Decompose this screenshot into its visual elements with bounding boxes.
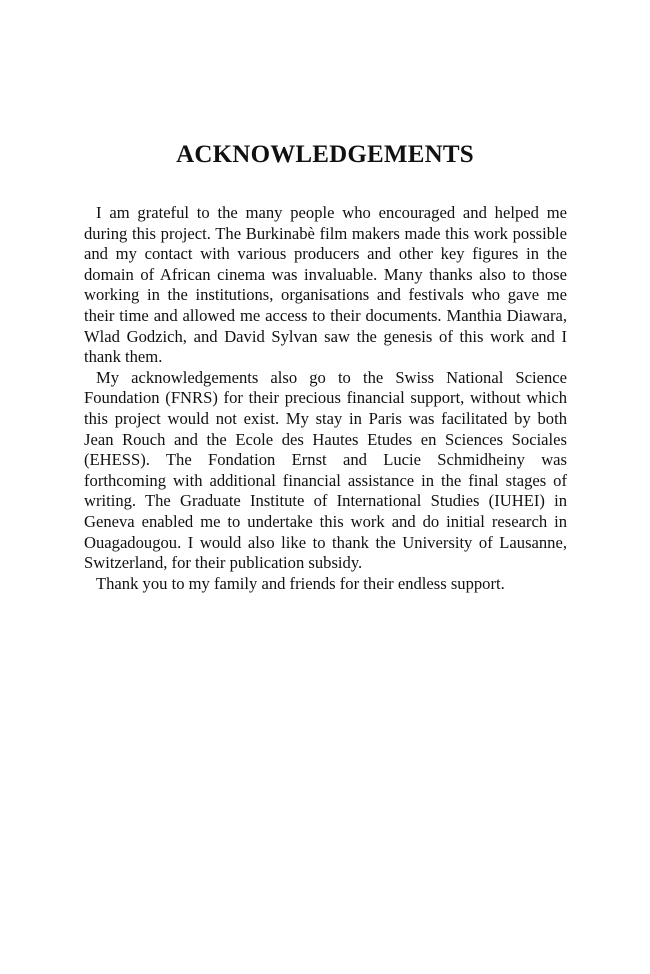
paragraph-funding: My acknowledgements also go to the Swiss National Science Foundation (FNRS) for their precious financial support, without which this project would not exist. My stay in Paris was facilitated by both Jean Rouch and the Ecole des Hautes Etudes en Sciences Sociales (EHESS). The Fondation Ernst and Lucie Schmidheiny was forthcoming with additional financial assistance in the final stages of writing. The Graduate Institute of International Studies (IUHEI) in Geneva enabled me to undertake this work and do initial research in Ouagadougou. I would also like to thank the University of Lausanne, Switzerland, for their publication subsidy. [84, 367, 567, 573]
acknowledgements-body [84, 203, 567, 594]
paragraph-gratitude: I am grateful to the many people who encouraged and helped me during this project. The Burkinabè film makers made this work possible and my contact with various producers and other key figures in the domain of African cinema was invaluable. Many thanks also to those working in the institutions, organisations and festivals who gave me their time and allowed me access to their documents. Manthia Diawara, Wlad Godzich, and David Sylvan saw the genesis of this work and I thank them. [84, 203, 567, 367]
paragraph-family: Thank you to my family and friends for their endless support. [96, 573, 505, 593]
page-title: ACKNOWLEDGEMENTS [176, 141, 474, 168]
